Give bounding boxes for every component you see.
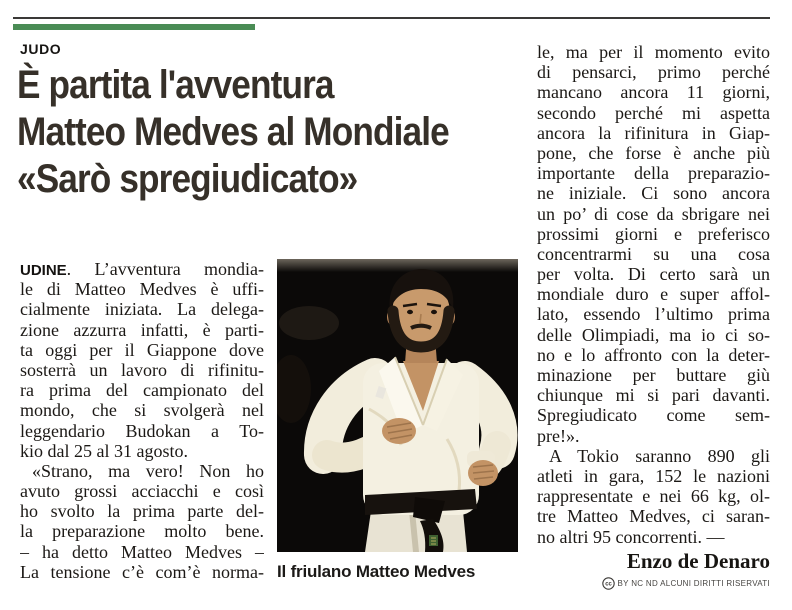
body-line: ta oggi per il Giappone dove xyxy=(20,339,264,360)
section-accent-bar xyxy=(13,24,255,30)
body-line: no e lo affronto con la deter- xyxy=(537,344,770,365)
body-line: sosterrà un lavoro di rifinitu- xyxy=(20,359,264,380)
body-line: le, ma per il momento evito xyxy=(537,42,770,62)
headline-line: È partita l'avventura xyxy=(17,63,334,107)
body-line: minazione per buttare giù xyxy=(537,365,770,385)
body-line: rappresentate e nei 66 kg, ol- xyxy=(537,486,770,507)
body-line: mancano ancora 11 giorni, xyxy=(537,82,770,103)
body-line: UDINE. L’avventura mondia- xyxy=(20,259,264,279)
article-body-column-left xyxy=(20,259,264,582)
article-photo xyxy=(277,259,518,552)
body-line: La tensione c’è com’è norma- xyxy=(20,561,264,582)
license-row xyxy=(537,577,770,590)
body-line: zione azzurra infatti, è parti- xyxy=(20,319,264,340)
dateline: UDINE xyxy=(20,262,67,279)
body-line: tre Matteo Medves, ci saran- xyxy=(537,506,770,527)
body-line: atleti in gara, 152 le nazioni xyxy=(537,465,770,486)
body-line: no altri 95 concorrenti. — xyxy=(537,526,725,547)
body-line: avuto grossi acciacchi e così xyxy=(20,481,264,502)
article-headline xyxy=(17,62,449,203)
body-line: ho svolto la prima parte del- xyxy=(20,501,264,522)
body-line: leggendario Budokan a To- xyxy=(20,420,264,441)
body-line: chiunque mi si pari davanti. xyxy=(537,385,770,406)
body-line: la preparazione molto bene. xyxy=(20,521,264,542)
body-line: ne iniziale. Ci sono ancora xyxy=(537,183,770,204)
article-body-column-right xyxy=(537,42,770,590)
body-line: kio dal 25 al 31 agosto. xyxy=(20,440,188,461)
body-line: di pensarci, primo perché xyxy=(537,62,770,83)
body-line: mondiale duro e super affol- xyxy=(537,284,770,305)
body-line: ra prima del campionato del xyxy=(20,380,264,401)
body-line: – ha detto Matteo Medves – xyxy=(20,541,264,562)
headline-line: «Sarò spregiudicato» xyxy=(17,157,358,201)
body-line: importante della preparazio- xyxy=(537,163,770,184)
body-line: mondo, che si svolgerà nel xyxy=(20,400,264,421)
body-line: pone, che forse è anche più xyxy=(537,142,770,163)
body-line: Spregiudicato come sem- xyxy=(537,405,770,426)
body-line: le di Matteo Medves è uffi- xyxy=(20,279,264,300)
headline-line: Matteo Medves al Mondiale xyxy=(17,110,449,154)
body-line: prossimi giorni e preferisco xyxy=(537,223,770,244)
license-text: BY NC ND ALCUNI DIRITTI RISERVATI xyxy=(617,578,770,588)
svg-text:cc: cc xyxy=(604,581,612,588)
section-kicker: JUDO xyxy=(20,41,62,57)
top-rule xyxy=(13,17,770,19)
body-line: secondo perché mi aspetta xyxy=(537,102,770,123)
body-line: pre!». xyxy=(537,425,580,446)
body-line: cialmente iniziata. La delega- xyxy=(20,299,264,320)
judoka-photo-illustration xyxy=(277,259,518,552)
body-line: lato, essendo l’ultimo prima xyxy=(537,304,770,325)
body-line: per volta. Di certo sarà un xyxy=(537,264,770,285)
body-line: concentrarmi su una cosa xyxy=(537,243,770,264)
body-line: A Tokio saranno 890 gli xyxy=(549,445,770,466)
cc-icon xyxy=(602,577,615,590)
body-line: «Strano, ma vero! Non ho xyxy=(32,460,264,481)
body-line: delle Olimpiadi, ma io ci so- xyxy=(537,324,770,345)
right-column-lines xyxy=(537,42,770,547)
article-byline: Enzo de Denaro xyxy=(626,548,770,573)
body-line: ancora la rifinitura in Giap- xyxy=(537,122,770,143)
body-line: un po’ di cose da sbrigare nei xyxy=(537,203,770,224)
photo-caption: Il friulano Matteo Medves xyxy=(277,562,476,581)
